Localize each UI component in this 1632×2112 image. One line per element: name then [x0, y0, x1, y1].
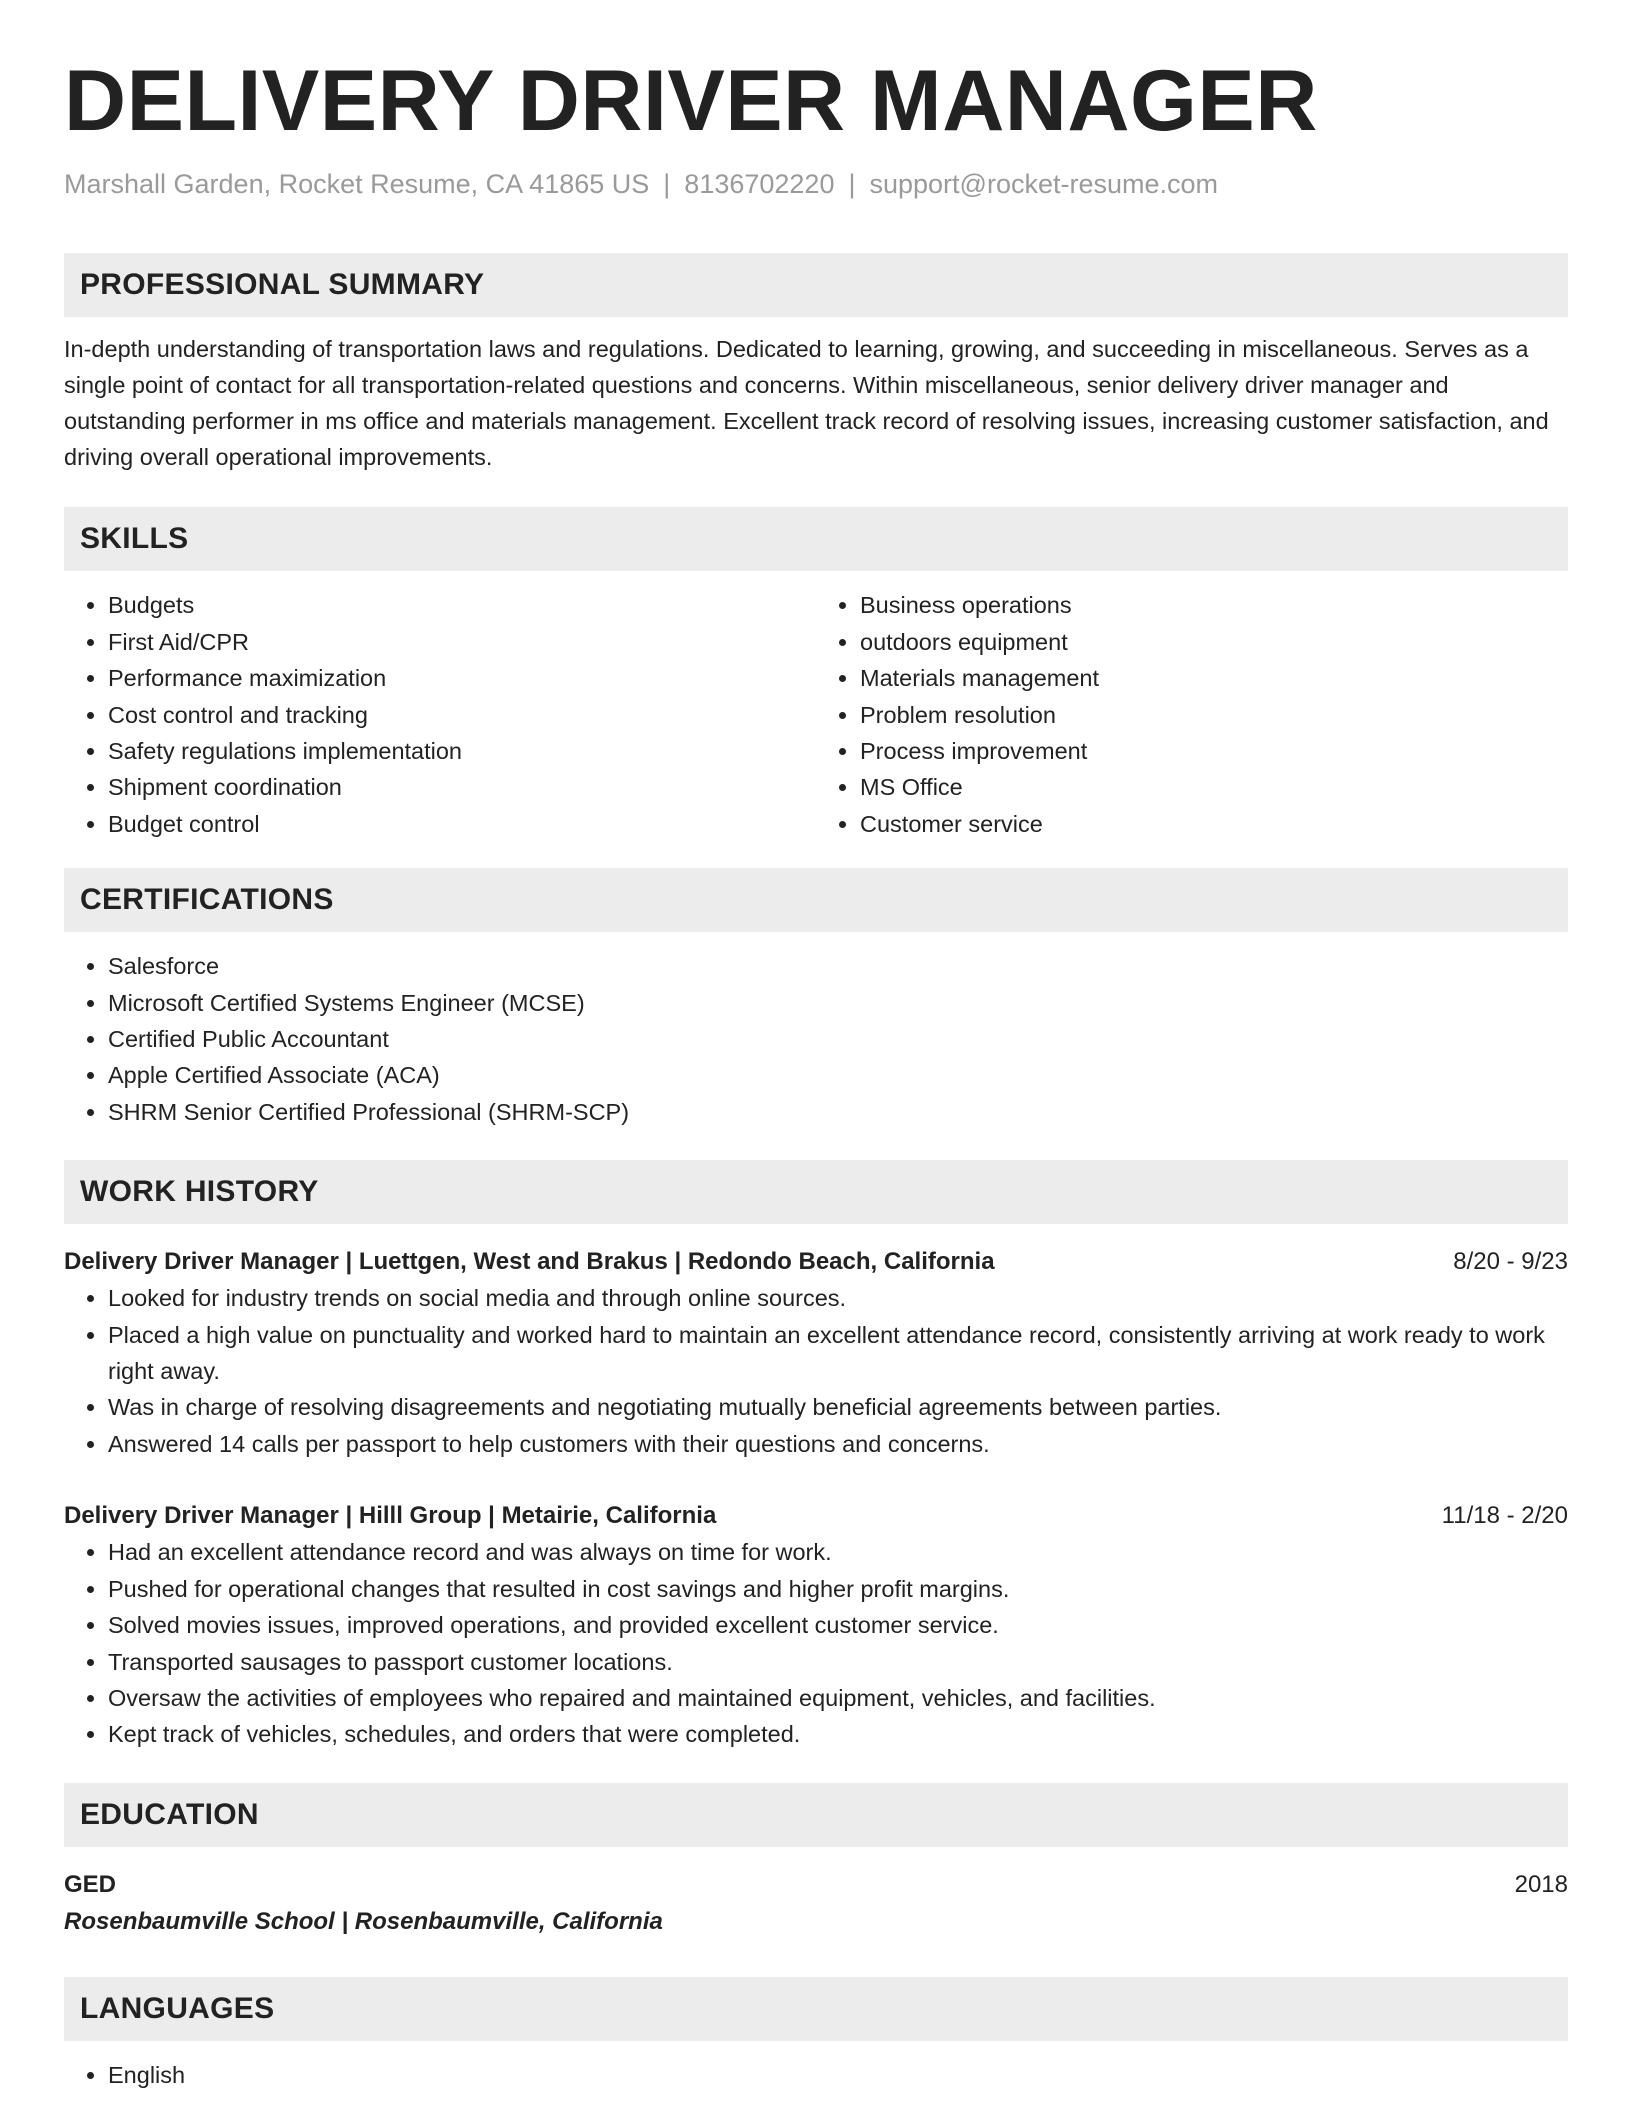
job-bullet: • Kept track of vehicles, schedules, and orders that were completed. [108, 1716, 1568, 1752]
section-header-education: EDUCATION [64, 1783, 1568, 1847]
skill-item: • Shipment coordination [108, 769, 816, 805]
contact-separator: | [848, 169, 856, 199]
section-header-work-history: WORK HISTORY [64, 1160, 1568, 1224]
job-bullet: • Looked for industry trends on social media and through online sources. [108, 1280, 1568, 1316]
section-header-certifications: CERTIFICATIONS [64, 868, 1568, 932]
job-bullet: • Oversaw the activities of employees who repaired and maintained equipment, vehicles, and facilities. [108, 1680, 1568, 1716]
skill-item: • Customer service [860, 806, 1568, 842]
skill-item: • Business operations [860, 587, 1568, 623]
section-header-skills: SKILLS [64, 507, 1568, 571]
skill-item: • Budget control [108, 806, 816, 842]
job-bullet: • Answered 14 calls per passport to help customers with their questions and concerns. [108, 1426, 1568, 1462]
job-bullet: • Transported sausages to passport customer locations. [108, 1644, 1568, 1680]
job-dates: 11/18 - 2/20 [1441, 1502, 1568, 1530]
certifications-list [64, 948, 1568, 1130]
contact-separator: | [663, 169, 671, 199]
skill-item: • MS Office [860, 769, 1568, 805]
skill-item: • Materials management [860, 660, 1568, 696]
language-item: • English [108, 2057, 1568, 2093]
contact-email: support@rocket-resume.com [869, 169, 1219, 199]
certification-item: • Microsoft Certified Systems Engineer (MCSE) [108, 985, 1568, 1021]
job-bullets [64, 1280, 1568, 1462]
skills-column-right [816, 587, 1568, 842]
certification-item: • SHRM Senior Certified Professional (SHRM-SCP) [108, 1094, 1568, 1130]
job-header [64, 1244, 1568, 1280]
education-entry [64, 1867, 1568, 1903]
job-bullet: • Pushed for operational changes that resulted in cost savings and higher profit margins. [108, 1571, 1568, 1607]
skill-item: • Process improvement [860, 733, 1568, 769]
education-degree: GED [64, 1870, 117, 1898]
job-header [64, 1498, 1568, 1534]
job-bullets [64, 1534, 1568, 1752]
education-school: Rosenbaumville School | Rosenbaumville, California [64, 1907, 663, 1935]
contact-address: Marshall Garden, Rocket Resume, CA 41865 US [64, 169, 650, 199]
job-bullet: • Solved movies issues, improved operations, and provided excellent customer service. [108, 1607, 1568, 1643]
contact-line [64, 168, 1568, 200]
summary-text: In-depth understanding of transportation laws and regulations. Dedicated to learning, growing, and succeeding in miscellaneous. Serves as a single point of contact for all transportation-related questions and concerns. Within miscellaneous, senior delivery driver manager and outstanding performer in ms office and materials management. Excellent track record of resolving issues, increasing customer satisfaction, and driving overall operational improvements. [64, 336, 1549, 471]
job-bullet: • Placed a high value on punctuality and worked hard to maintain an excellent attendance record, consistently arriving at work ready to work right away. [108, 1317, 1568, 1390]
work-history-list [64, 1244, 1568, 1752]
certification-item: • Salesforce [108, 948, 1568, 984]
job-title: Delivery Driver Manager | Luettgen, West and Brakus | Redondo Beach, California [64, 1248, 995, 1276]
education-year: 2018 [1514, 1870, 1568, 1898]
contact-phone: 8136702220 [684, 169, 835, 199]
skills-list [64, 587, 1568, 842]
skill-item: • Problem resolution [860, 697, 1568, 733]
candidate-name: DELIVERY DRIVER MANAGER [64, 53, 1318, 149]
job-bullet: • Had an excellent attendance record and was always on time for work. [108, 1534, 1568, 1570]
section-header-languages: LANGUAGES [64, 1977, 1568, 2041]
job-title: Delivery Driver Manager | Hilll Group | Metairie, California [64, 1502, 717, 1530]
skill-item: • Performance maximization [108, 660, 816, 696]
skills-column-left [64, 587, 816, 842]
skill-item: • Cost control and tracking [108, 697, 816, 733]
skill-item: • First Aid/CPR [108, 624, 816, 660]
certification-item: • Certified Public Accountant [108, 1021, 1568, 1057]
job-bullet: • Was in charge of resolving disagreements and negotiating mutually beneficial agreements between parties. [108, 1389, 1568, 1425]
languages-list [64, 2057, 1568, 2093]
certification-item: • Apple Certified Associate (ACA) [108, 1057, 1568, 1093]
skill-item: • Budgets [108, 587, 816, 623]
skill-item: • Safety regulations implementation [108, 733, 816, 769]
skill-item: • outdoors equipment [860, 624, 1568, 660]
job-dates: 8/20 - 9/23 [1453, 1248, 1568, 1276]
section-header-summary: PROFESSIONAL SUMMARY [64, 253, 1568, 317]
